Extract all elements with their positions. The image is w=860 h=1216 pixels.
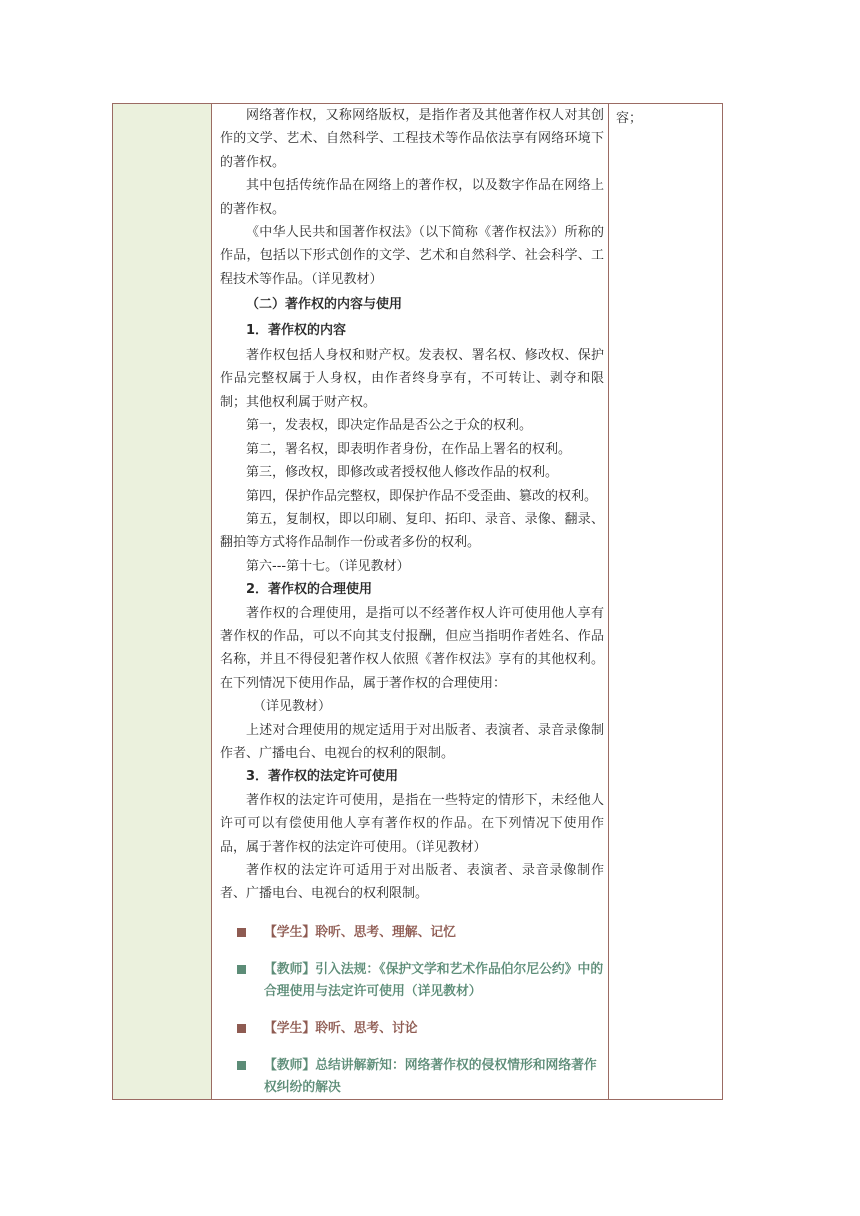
subsection-heading: 2．著作权的合理使用 [246, 582, 373, 598]
body-paragraph: 第一，发表权，即决定作品是否公之于众的权利。 [246, 418, 533, 434]
activity-text: 【教师】引入法规：《保护文学和艺术作品伯尔尼公约》中的合理使用与法定许可使用（详见教材） [264, 961, 604, 999]
body-paragraph: 第三，修改权，即修改或者授权他人修改作品的权利。 [246, 465, 559, 481]
body-paragraph: 著作权包括人身权和财产权。发表权、署名权、修改权、保护作品完整权属于人身权，由作者终身享有，不可转让、剥夺和限制；其他权利属于财产权。 [220, 348, 604, 410]
square-bullet-icon [237, 1061, 246, 1070]
body-paragraph: 著作权的法定许可使用，是指在一些特定的情形下，未经他人许可可以有偿使用他人享有著作权的作品。在下列情况下使用作品，属于著作权的法定许可使用。（详见教材） [220, 792, 604, 855]
activity-item [220, 1055, 604, 1099]
activity-text: 【学生】聆听、思考、理解、记忆 [264, 924, 456, 940]
intro-paragraph: 《中华人民共和国著作权法》（以下简称《著作权法》）所称的作品，包括以下形式创作的文学、艺术和自然科学、社会科学、工程技术等作品。（详见教材） [220, 225, 604, 287]
right-cell-text: 容； [616, 111, 643, 126]
body-paragraph: 第四，保护作品完整权，即保护作品不受歪曲、篡改的权利。 [246, 488, 598, 504]
subsection-heading: 1．著作权的内容 [246, 322, 347, 338]
body-paragraph: 第五，复制权，即以印刷、复印、拓印、录音、录像、翻录、翻拍等方式将作品制作一份或者多份的权利。 [220, 511, 604, 551]
lesson-table [112, 103, 723, 1100]
body-paragraph: （详见教材） [253, 699, 332, 715]
activity-item [220, 922, 604, 944]
content-body [220, 104, 604, 1099]
activity-text: 【教师】总结讲解新知：网络著作权的侵权情形和网络著作权纠纷的解决 [264, 1057, 597, 1095]
activity-item [220, 1018, 604, 1040]
intro-paragraph: 网络著作权，又称网络版权，是指作者及其他著作权人对其创作的文学、艺术、自然科学、工程技术等作品依法享有网络环境下的著作权。 [220, 108, 604, 170]
left-column [113, 104, 212, 1099]
body-paragraph: 第二，署名权，即表明作者身份，在作品上署名的权利。 [246, 441, 572, 457]
right-column [609, 104, 722, 1099]
section-heading: （二）著作权的内容与使用 [246, 297, 403, 313]
subsection-heading: 3．著作权的法定许可使用 [246, 769, 399, 785]
activity-item [220, 959, 604, 1003]
body-paragraph: 著作权的合理使用，是指可以不经著作权人许可使用他人享有著作权的作品，可以不向其支付报酬，但应当指明作者姓名、作品名称，并且不得侵犯著作权人依照《著作权法》享有的其他权利。在下列情况下使用作品，属于著作权的合理使用： [220, 605, 604, 691]
square-bullet-icon [237, 965, 246, 974]
square-bullet-icon [237, 1024, 246, 1033]
body-paragraph: 著作权的法定许可适用于对出版者、表演者、录音录像制作者、广播电台、电视台的权利限制。 [220, 863, 604, 902]
square-bullet-icon [237, 928, 246, 937]
intro-paragraph: 其中包括传统作品在网络上的著作权，以及数字作品在网络上的著作权。 [220, 178, 604, 217]
activity-text: 【学生】聆听、思考、讨论 [264, 1020, 418, 1036]
body-paragraph: 第六---第十七。（详见教材） [246, 558, 410, 574]
body-paragraph: 上述对合理使用的规定适用于对出版者、表演者、录音录像制作者、广播电台、电视台的权利的限制。 [220, 722, 604, 761]
content-column [212, 104, 609, 1099]
